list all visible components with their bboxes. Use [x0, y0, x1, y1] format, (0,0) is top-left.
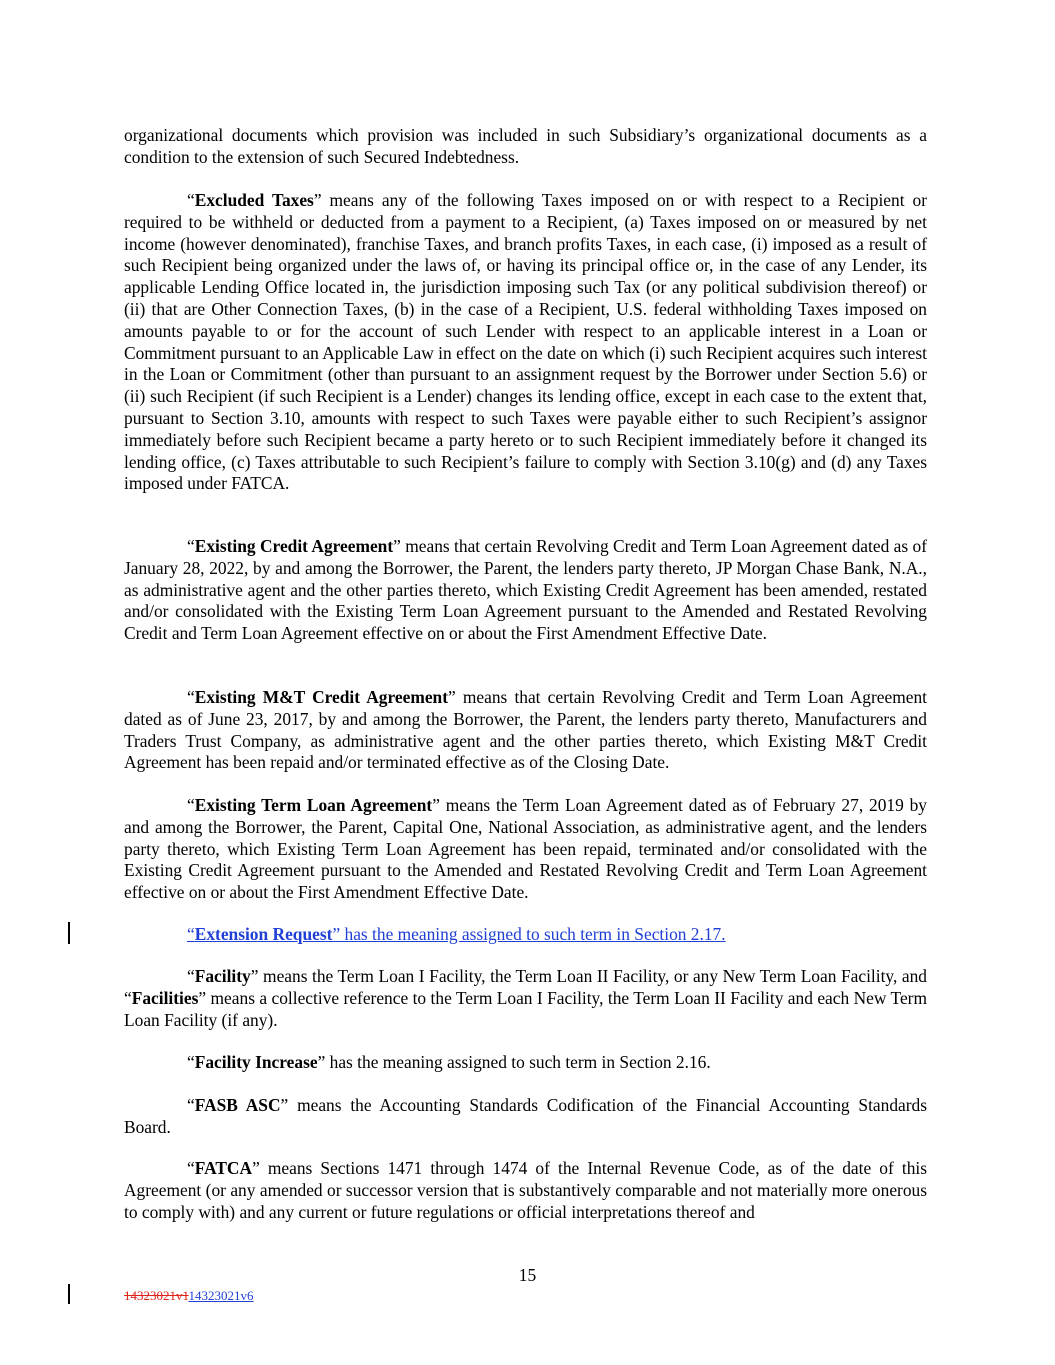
defined-term: FATCA: [194, 1158, 253, 1178]
definition-body: has the meaning assigned to such term in Section 2.17.: [340, 924, 726, 944]
defined-term-facilities: Facilities: [131, 987, 199, 1008]
defined-term: Existing Credit Agreement: [194, 536, 394, 556]
defined-term: FASB ASC: [194, 1095, 281, 1115]
intro-paragraph: [124, 125, 927, 169]
change-bar-footer: [68, 1284, 70, 1304]
definition-fasb-asc: “FASB ASC” means the Accounting Standards Codification of the Financial Accounting Standards Board.: [124, 1095, 927, 1137]
document-id: [124, 1288, 254, 1304]
inserted-text: “Extension Request” has the meaning assigned to such term in Section 2.17.: [187, 924, 726, 944]
definition-body: ” means that certain Revolving Credit and Term Loan Agreement dated as of January 28, 2022, by and among the Borrower, the Parent, the lenders party thereto, JP Morgan Chase Bank, N.A., as administrative agent and the other parties thereto, which Existing Credit Agreement has been amended, restated and/or consolidated with the Existing Term Loan Agreement pursuant to the Amended and Restated Revolving Credit and Term Loan Agreement effective on or about the First Amendment Effective Date.: [124, 536, 927, 644]
definition-body: ” means any of the following Taxes imposed on or with respect to a Recipient or required to be withheld or deducted from a payment to a Recipient, (a) Taxes imposed on or measured by net income (however denominated), franchise Taxes, and branch profits Taxes, in each case, (i) imposed as a result of such Recipient being organized under the laws of, or having its principal office or, in the case of any Lender, its applicable Lending Office located in, the jurisdiction imposing such Tax (or any political subdivision thereof) or (ii) that are Other Connection Taxes, (b) in the case of a Recipient, U.S. federal withholding Taxes imposed on amounts payable to or for the account of such Lender with respect to an applicable interest in a Loan or Commitment pursuant to an Applicable Law in effect on the date on which (i) such Recipient acquires such interest in the Loan or Commitment (other than pursuant to an assignment request by the Borrower under Section 5.6) or (ii) such Recipient (if such Recipient is a Lender) changes its lending office, except in each case to the extent that, pursuant to Section 3.10, amounts with respect to such Taxes were payable either to such Recipient’s assignor immediately before such Recipient became a party hereto or to such Recipient immediately before it changed its lending office, (c) Taxes attributable to such Recipient’s failure to comply with Section 3.10(g) and (d) any Taxes imposed under FATCA.: [124, 190, 927, 494]
defined-term: Facility: [194, 966, 251, 986]
defined-term: Excluded Taxes: [194, 190, 314, 210]
defined-term: Facility Increase: [194, 1052, 318, 1072]
defined-term: Existing Term Loan Agreement: [194, 795, 433, 815]
definition-body: ” means that certain Revolving Credit and Term Loan Agreement dated as of June 23, 2017, by and among the Borrower, the Parent, the lenders party thereto, Manufacturers and Traders Trust Company, as administrative agent and the other parties thereto, which Existing M&T Credit Agreement has been repaid and/or terminated effective as of the Closing Date.: [124, 687, 927, 773]
definition-body: ” means the Term Loan Agreement dated as of February 27, 2019 by and among the Borrower, the Parent, Capital One, National Association, as administrative agent, and the lenders party thereto, which Existing Term Loan Agreement has been repaid, terminated and/or consolidated with the Existing Credit Agreement pursuant to the Amended and Restated Revolving Credit and Term Loan Agreement effective on or about the First Amendment Effective Date.: [124, 795, 927, 903]
definition-body: ” means the Accounting Standards Codification of the Financial Accounting Standards Board.: [124, 1095, 927, 1137]
definition-excluded-taxes: “Excluded Taxes” means any of the following Taxes imposed on or with respect to a Recipient or required to be withheld or deducted from a payment to a Recipient, (a) Taxes imposed on or measured by net income (however denominated), franchise Taxes, and branch profits Taxes, in each case, (i) imposed as a result of such Recipient being organized under the laws of, or having its principal office or, in the case of any Lender, its applicable Lending Office located in, the jurisdiction imposing such Tax (or any political subdivision thereof) or (ii) that are Other Connection Taxes, (b) in the case of a Recipient, U.S. federal withholding Taxes imposed on amounts payable to or for the account of such Lender with respect to an applicable interest in a Loan or Commitment pursuant to an Applicable Law in effect on the date on which (i) such Recipient acquires such interest in the Loan or Commitment (other than pursuant to an assignment request by the Borrower under Section 5.6) or (ii) such Recipient (if such Recipient is a Lender) changes its lending office, except in each case to the extent that, pursuant to Section 3.10, amounts with respect to such Taxes were payable either to such Recipient’s assignor immediately before such Recipient became a party hereto or to such Recipient immediately before it changed its lending office, (c) Taxes attributable to such Recipient’s failure to comply with Section 3.10(g) and (d) any Taxes imposed under FATCA.: [124, 190, 927, 494]
definition-facility-increase: “Facility Increase” has the meaning assigned to such term in Section 2.16.: [187, 1052, 711, 1072]
definition-existing-term-loan-agreement: “Existing Term Loan Agreement” means the Term Loan Agreement dated as of February 27, 2019 by and among the Borrower, the Parent, Capital One, National Association, as administrative agent, and the lenders party thereto, which Existing Term Loan Agreement has been repaid, terminated and/or consolidated with the Existing Credit Agreement pursuant to the Amended and Restated Revolving Credit and Term Loan Agreement effective on or about the First Amendment Effective Date.: [124, 795, 927, 903]
definition-extension-request: [124, 924, 927, 946]
defined-term: Extension Request: [194, 924, 333, 944]
change-bar: [68, 922, 70, 944]
inserted-doc-id: 14323021v6: [188, 1288, 254, 1303]
definition-body-2: ” means a collective reference to the Term Loan I Facility, the Term Loan II Facility and each New Term Loan Facility (if any).: [124, 987, 927, 1030]
defined-term: Existing M&T Credit Agreement: [194, 687, 449, 707]
intro-text: organizational documents which provision was included in such Subsidiary’s organizational documents as a condition to the extension of such Secured Indebtedness.: [124, 125, 927, 167]
definition-facility: “Facility” means the Term Loan I Facility, the Term Loan II Facility, or any New Term Loan Facility, and “Facilities” means a collective reference to the Term Loan I Facility, the Term Loan II Facility and each New Term Loan Facility (if any).: [124, 966, 927, 1030]
definition-existing-mt-credit-agreement: “Existing M&T Credit Agreement” means that certain Revolving Credit and Term Loan Agreement dated as of June 23, 2017, by and among the Borrower, the Parent, the lenders party thereto, Manufacturers and Traders Trust Company, as administrative agent and the other parties thereto, which Existing M&T Credit Agreement has been repaid and/or terminated effective as of the Closing Date.: [124, 687, 927, 773]
deleted-doc-id: 14323021v1: [124, 1288, 189, 1303]
definition-body: ” has the meaning assigned to such term in Section 2.16.: [317, 1052, 711, 1072]
definition-fatca: “FATCA” means Sections 1471 through 1474 of the Internal Revenue Code, as of the date of this Agreement (or any amended or successor version that is substantively comparable and not materially more onerous to comply with) and any current or future regulations or official interpretations thereof and: [124, 1158, 927, 1222]
definition-body: ” means the Term Loan I Facility, the Term Loan II Facility, or any New Term Loan Facility, and “: [124, 966, 927, 1008]
page-number: 15: [518, 1265, 537, 1285]
definition-body: ” means Sections 1471 through 1474 of the Internal Revenue Code, as of the date of this Agreement (or any amended or successor version that is substantively comparable and not materially more onerous to comply with) and any current or future regulations or official interpretations thereof and: [124, 1158, 927, 1222]
definition-existing-credit-agreement: “Existing Credit Agreement” means that certain Revolving Credit and Term Loan Agreement dated as of January 28, 2022, by and among the Borrower, the Parent, the lenders party thereto, JP Morgan Chase Bank, N.A., as administrative agent and the other parties thereto, which Existing Credit Agreement has been amended, restated and/or consolidated with the Existing Term Loan Agreement pursuant to the Amended and Restated Revolving Credit and Term Loan Agreement effective on or about the First Amendment Effective Date.: [124, 536, 927, 644]
